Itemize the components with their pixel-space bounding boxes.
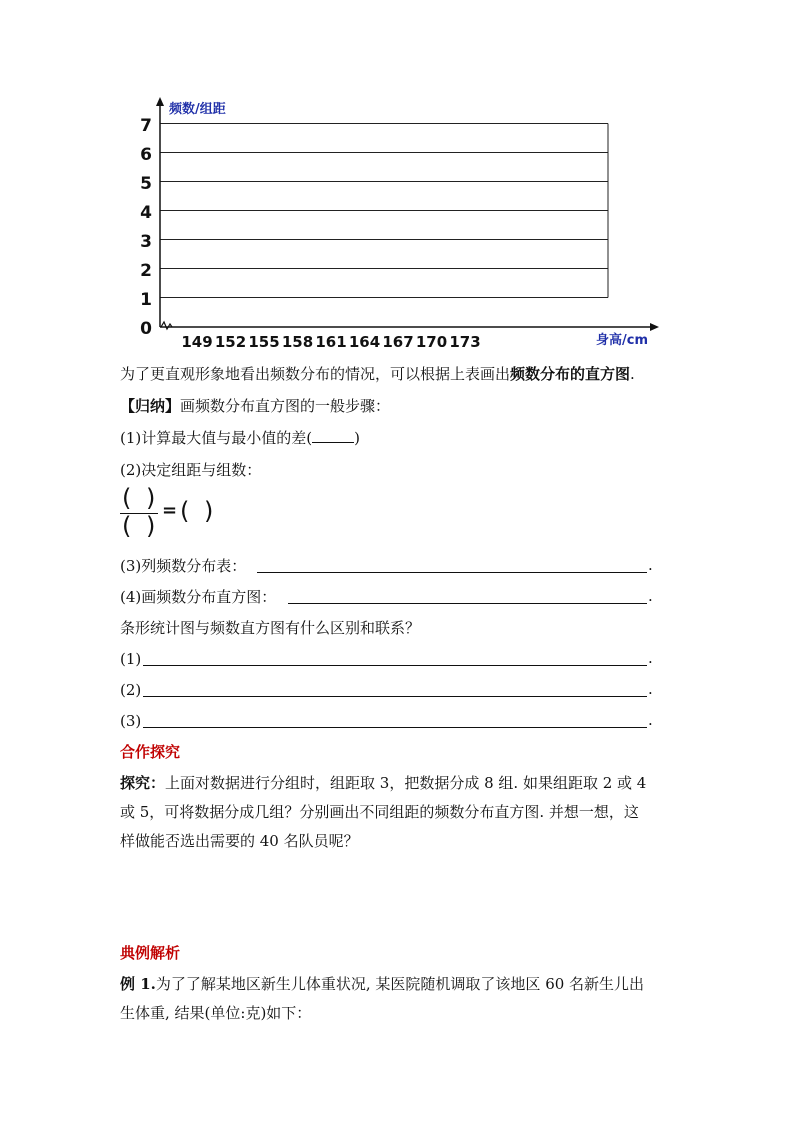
denominator-close-paren: ) [146,512,156,540]
equals-sign: = [162,500,178,521]
summary-title [120,396,390,416]
answer-item-1-label: (1) [120,650,142,668]
y-tick-label: 0 [140,319,152,339]
x-tick-label: 173 [449,333,481,351]
answer-item-3-period: . [648,711,653,729]
answer-item-2-line[interactable] [143,696,647,697]
chart-labels [140,101,648,351]
step2: (2)决定组距与组数： [120,461,262,479]
example-heading: 典例解析 [120,944,181,962]
chart-axes [156,97,659,331]
x-tick-label: 152 [214,333,247,351]
intro-period: . [630,365,635,383]
example-paragraph [120,970,680,1028]
y-tick-label: 5 [140,174,152,194]
summary-tag: 【归纳】 [120,397,181,415]
answer-item-3-line[interactable] [143,727,647,728]
example-line-1: 为了了解某地区新生儿体重状况, 某医院随机调取了该地区 60 名新生儿出 [155,975,645,993]
step1-text: (1)计算最大值与最小值的差( [120,429,313,447]
x-axis-arrow [650,323,659,331]
x-axis-title: 身高/cm [596,333,649,348]
summary-title-text: 画频数分布直方图的一般步骤： [180,397,391,415]
step3-label: (3)列频数分布表： [120,557,247,575]
numerator-open-paren: ( [122,484,132,512]
x-tick-label: 167 [382,333,414,351]
x-tick-label: 170 [415,333,448,351]
answer-item-2-label: (2) [120,681,142,699]
step1-end: ) [354,429,360,447]
example-label: 例 1. [120,975,156,993]
x-tick-label: 161 [315,333,347,351]
step3-answer-line[interactable] [257,572,647,573]
axis-break-mark [161,322,172,329]
explore-line-2: 或 5，可将数据分成几组？分别画出不同组距的频数分布直方图. 并想一想，这 [120,803,639,821]
numerator-close-paren: ) [146,484,156,512]
y-tick-label: 6 [140,145,152,165]
y-tick-label: 2 [140,261,152,281]
answer-item-2-period: . [648,680,653,698]
chart-grid [160,124,608,298]
explore-heading: 合作探究 [120,743,181,761]
explore-line-3: 样做能否选出需要的 40 名队员呢？ [120,832,359,850]
step4-answer-line[interactable] [288,603,647,604]
intro-text: 为了更直观形象地看出频数分布的情况，可以根据上表画出 [120,365,511,383]
x-tick-label: 155 [248,333,280,351]
intro-sentence [120,364,635,384]
x-tick-label: 158 [281,333,314,351]
y-axis-arrow [156,97,164,106]
x-tick-label: 164 [348,333,381,351]
denominator-open-paren: ( [122,512,132,540]
example-line-2: 生体重, 结果(单位:克)如下： [120,1004,312,1022]
y-tick-label: 4 [140,203,152,223]
explore-line-1: 上面对数据进行分组时，组距取 3，把数据分成 8 组. 如果组距取 2 或 4 [165,774,647,792]
explore-label: 探究： [120,774,166,792]
step1 [120,428,360,448]
comparison-question: 条形统计图与频数直方图有什么区别和联系？ [120,619,421,637]
answer-item-1-period: . [648,649,653,667]
answer-item-3-label: (3) [120,712,142,730]
x-tick-label: 149 [181,333,213,351]
histogram-chart [0,0,794,360]
group-count-formula [120,486,230,546]
intro-bold-term: 频数分布的直方图 [510,365,631,383]
result-close-paren: ) [204,497,214,525]
step1-blank[interactable] [312,428,354,443]
y-tick-label: 7 [140,116,152,136]
step4-period: . [648,587,653,605]
step3-period: . [648,556,653,574]
explore-paragraph [120,769,680,856]
result-open-paren: ( [180,497,190,525]
y-axis-title: 频数/组距 [169,102,226,117]
step4-label: (4)画频数分布直方图： [120,588,277,606]
answer-item-1-line[interactable] [143,665,647,666]
y-tick-label: 3 [140,232,152,252]
y-tick-label: 1 [140,290,152,310]
